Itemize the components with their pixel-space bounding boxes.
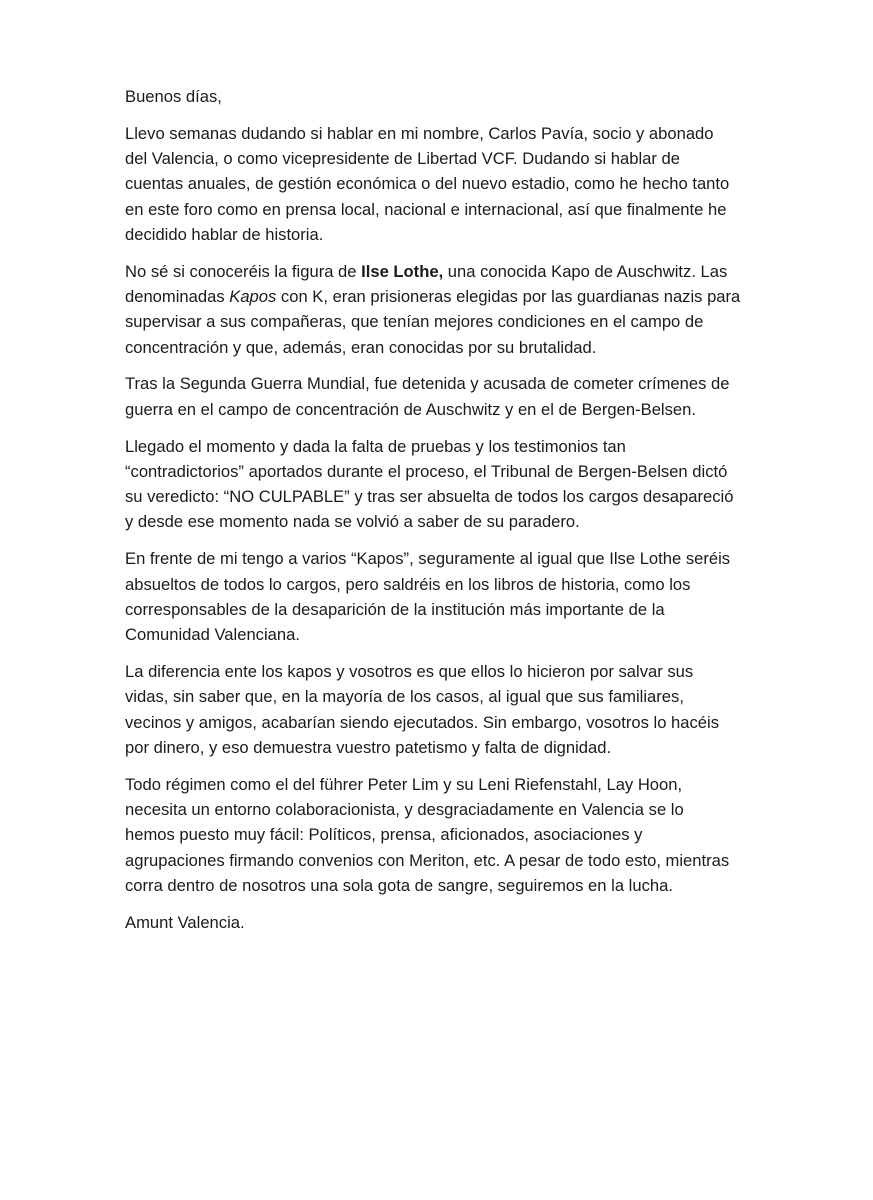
paragraph-2-line-4: concentración y que, además, eran conocidas por su brutalidad. (125, 337, 597, 357)
ilse-lothe-name: Ilse Lothe, (361, 261, 444, 281)
paragraph-1-line-5: decidido hablar de historia. (125, 224, 324, 244)
paragraph-4-line-2: “contradictorios” aportados durante el proceso, el Tribunal de Bergen-Belsen dictó (125, 461, 728, 481)
paragraph-5 (125, 546, 755, 647)
paragraph-6-line-2: vidas, sin saber que, en la mayoría de los casos, al igual que sus familiares, (125, 687, 684, 707)
paragraph-2-line-2-end: con K, eran prisioneras elegidas por las guardianas nazis para (276, 287, 741, 307)
paragraph-5-line-2: absueltos de todos lo cargos, pero saldréis en los libros de historia, como los (125, 574, 691, 594)
paragraph-2-line-2 (125, 284, 755, 309)
letter-body (125, 84, 755, 946)
paragraph-6-line-1: La diferencia ente los kapos y vosotros es que ellos lo hicieron por salvar sus (125, 661, 694, 681)
paragraph-7-line-4: agrupaciones firmando convenios con Meriton, etc. A pesar de todo esto, mientras (125, 850, 730, 870)
paragraph-4 (125, 434, 755, 535)
paragraph-6 (125, 659, 755, 760)
paragraph-2 (125, 259, 755, 360)
paragraph-7-line-5: corra dentro de nosotros una sola gota de sangre, seguiremos en la lucha. (125, 875, 673, 895)
paragraph-6-line-3: vecinos y amigos, acabarían siendo ejecutados. Sin embargo, vosotros lo hacéis (125, 712, 720, 732)
paragraph-2-line-3: supervisar a sus compañeras, que tenían mejores condiciones en el campo de (125, 312, 704, 332)
paragraph-5-line-3: corresponsables de la desaparición de la institución más importante de la (125, 599, 665, 619)
closing-text: Amunt Valencia. (125, 912, 245, 932)
paragraph-2-line-1-end: una conocida Kapo de Auschwitz. Las (443, 261, 728, 281)
paragraph-1 (125, 121, 755, 247)
paragraph-4-line-1: Llegado el momento y dada la falta de pruebas y los testimonios tan (125, 436, 626, 456)
paragraph-4-line-4: y desde ese momento nada se volvió a saber de su paradero. (125, 512, 580, 532)
paragraph-2-line-1 (125, 259, 755, 284)
paragraph-7-line-2: necesita un entorno colaboracionista, y desgraciadamente en Valencia se lo (125, 799, 684, 819)
paragraph-1-line-4: en este foro como en prensa local, nacional e internacional, así que finalmente he (125, 199, 727, 219)
paragraph-2-line-1-start: No sé si conoceréis la figura de (125, 261, 362, 281)
paragraph-3-line-2: guerra en el campo de concentración de Auschwitz y en el de Bergen-Belsen. (125, 399, 696, 419)
paragraph-2-line-2-start: denominadas (125, 287, 230, 307)
paragraph-5-line-4: Comunidad Valenciana. (125, 625, 300, 645)
paragraph-6-line-4: por dinero, y eso demuestra vuestro patetismo y falta de dignidad. (125, 737, 612, 757)
paragraph-3 (125, 371, 755, 422)
kapos-term: Kapos (229, 287, 277, 307)
paragraph-1-line-1: Llevo semanas dudando si hablar en mi nombre, Carlos Pavía, socio y abonado (125, 123, 714, 143)
paragraph-1-line-2: del Valencia, o como vicepresidente de Libertad VCF. Dudando si hablar de (125, 149, 680, 169)
paragraph-7 (125, 772, 755, 898)
paragraph-4-line-3: su veredicto: “NO CULPABLE” y tras ser absuelta de todos los cargos desapareció (125, 487, 734, 507)
paragraph-5-line-1: En frente de mi tengo a varios “Kapos”, seguramente al igual que Ilse Lothe seréis (125, 549, 731, 569)
paragraph-7-line-3: hemos puesto muy fácil: Políticos, prensa, aficionados, asociaciones y (125, 825, 643, 845)
paragraph-1-line-3: cuentas anuales, de gestión económica o del nuevo estadio, como he hecho tanto (125, 174, 730, 194)
greeting-text: Buenos días, (125, 87, 222, 106)
paragraph-7-line-1: Todo régimen como el del führer Peter Lim y su Leni Riefenstahl, Lay Hoon, (125, 774, 683, 794)
paragraph-3-line-1: Tras la Segunda Guerra Mundial, fue detenida y acusada de cometer crímenes de (125, 374, 730, 394)
greeting (125, 84, 755, 109)
closing (125, 910, 755, 935)
